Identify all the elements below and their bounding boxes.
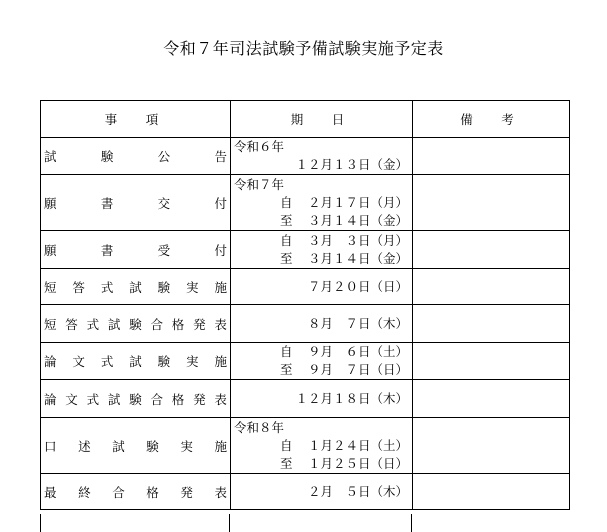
item-char: 格 <box>171 316 185 332</box>
date-text: １２月１８日（木） <box>295 390 408 406</box>
row-notes-cell <box>413 231 570 269</box>
item-char: 試 <box>129 354 142 369</box>
item-char: 験 <box>100 149 114 164</box>
date-text: １月２５日（日） <box>307 455 408 471</box>
range-mark: 至 <box>279 362 293 377</box>
date-line <box>231 315 412 333</box>
item-char: 式 <box>86 391 100 407</box>
date-line <box>231 212 412 230</box>
item-char: 短 <box>44 279 57 295</box>
item-char: 発 <box>180 484 193 500</box>
item-char: 書 <box>100 195 114 211</box>
row-item-label <box>41 147 230 165</box>
item-char: 願 <box>44 195 57 211</box>
item-char: 合 <box>150 391 163 407</box>
row-item-label <box>41 483 230 501</box>
item-char: 試 <box>107 391 121 407</box>
date-line <box>231 343 412 361</box>
row-notes-cell <box>413 138 570 175</box>
row-item-label <box>41 390 230 408</box>
item-char: 最 <box>44 484 57 500</box>
date-text: １月２４日（土） <box>307 437 408 453</box>
item-char: 表 <box>214 391 227 407</box>
item-char: 格 <box>171 391 185 407</box>
row-notes-cell <box>413 418 570 474</box>
item-char: 付 <box>214 195 227 211</box>
range-mark: 自 <box>279 232 293 248</box>
row-item-cell <box>41 418 231 474</box>
item-char: 施 <box>214 354 227 369</box>
table-row <box>41 474 570 510</box>
era-label: 令和８年 <box>234 419 285 435</box>
date-line <box>231 232 412 250</box>
table-row <box>41 380 570 418</box>
row-item-label <box>41 194 230 212</box>
row-date-cell <box>231 138 413 175</box>
date-line <box>231 194 412 212</box>
header-item: 事 項 <box>41 101 231 138</box>
table-row <box>41 175 570 231</box>
table-row <box>41 418 570 474</box>
item-char: 表 <box>214 316 227 332</box>
range-mark: 至 <box>279 455 293 471</box>
date-text: ２月１７日（月） <box>307 194 408 210</box>
date-text: ３月 ３日（月） <box>307 232 408 248</box>
item-char: 合 <box>150 316 163 332</box>
table-continuation-line <box>411 514 412 532</box>
item-char: 合 <box>112 484 125 500</box>
date-text: ３月１４日（金） <box>307 212 408 228</box>
era-label: 令和６年 <box>234 139 285 154</box>
row-notes-cell <box>413 380 570 418</box>
row-item-cell <box>41 343 231 380</box>
row-date-cell <box>231 305 413 343</box>
row-date-cell <box>231 231 413 269</box>
date-text: ３月１４日（金） <box>307 250 408 266</box>
row-item-cell <box>41 380 231 418</box>
date-line <box>231 156 412 174</box>
row-date-cell <box>231 343 413 380</box>
date-text: ９月 ７日（日） <box>307 362 408 377</box>
row-date-cell <box>231 269 413 305</box>
row-item-label <box>41 315 230 333</box>
item-char: 文 <box>65 391 78 407</box>
header-date: 期 日 <box>231 101 413 138</box>
item-char: 短 <box>44 316 57 332</box>
date-text: ２月 ５日（木） <box>307 483 408 499</box>
item-char: 式 <box>100 279 114 295</box>
item-char: 付 <box>214 242 227 258</box>
schedule-table <box>40 100 570 510</box>
item-char: 公 <box>157 149 171 164</box>
row-date-cell <box>231 380 413 418</box>
item-char: 験 <box>157 354 171 369</box>
row-notes-cell <box>413 474 570 510</box>
row-item-label <box>41 241 230 259</box>
row-item-label <box>41 437 230 455</box>
item-char: 実 <box>186 279 199 295</box>
row-notes-cell <box>413 175 570 231</box>
item-char: 施 <box>214 279 227 295</box>
item-char: 実 <box>186 354 199 369</box>
item-char: 答 <box>65 316 78 332</box>
row-notes-cell <box>413 305 570 343</box>
table-row <box>41 231 570 269</box>
item-char: 試 <box>129 279 142 295</box>
row-notes-cell <box>413 269 570 305</box>
item-char: 受 <box>157 242 171 258</box>
item-char: 願 <box>44 242 57 258</box>
range-mark: 自 <box>279 344 293 359</box>
date-text: ８月 ７日（木） <box>307 315 408 331</box>
item-char: 試 <box>112 438 125 454</box>
range-mark: 至 <box>279 250 293 266</box>
date-line <box>231 455 412 473</box>
item-char: 口 <box>44 438 57 454</box>
range-mark: 至 <box>279 212 293 228</box>
item-char: 述 <box>78 438 91 454</box>
table-continuation-line <box>229 514 230 532</box>
row-item-cell <box>41 175 231 231</box>
date-line <box>231 390 412 408</box>
item-char: 験 <box>157 279 171 295</box>
item-char: 発 <box>193 391 206 407</box>
item-char: 答 <box>72 279 85 295</box>
item-char: 書 <box>100 242 114 258</box>
row-date-cell <box>231 474 413 510</box>
date-text: １２月１３日（金） <box>295 157 408 172</box>
date-text: ７月２０日（日） <box>307 278 408 294</box>
date-line <box>231 278 412 296</box>
row-item-cell <box>41 138 231 175</box>
row-item-cell <box>41 231 231 269</box>
table-header-row <box>41 101 570 138</box>
item-char: 告 <box>214 149 227 164</box>
date-line <box>231 250 412 268</box>
page-title: 令和７年司法試験予備試験実施予定表 <box>163 39 444 58</box>
item-char: 験 <box>146 438 159 454</box>
row-item-label <box>41 278 230 296</box>
table-row <box>41 138 570 175</box>
item-char: 論 <box>44 391 57 407</box>
table-row <box>41 305 570 343</box>
item-char: 験 <box>129 316 142 332</box>
date-line <box>231 361 412 379</box>
item-char: 終 <box>78 484 91 500</box>
item-char: 式 <box>86 316 100 332</box>
header-notes: 備 考 <box>413 101 570 138</box>
row-item-cell <box>41 474 231 510</box>
item-char: 試 <box>44 149 57 164</box>
item-char: 論 <box>44 354 57 369</box>
item-char: 発 <box>193 316 206 332</box>
item-char: 実 <box>180 438 193 454</box>
date-line <box>231 437 412 455</box>
date-line <box>231 483 412 501</box>
item-char: 文 <box>72 354 85 369</box>
item-char: 験 <box>129 391 142 407</box>
item-char: 式 <box>100 354 114 369</box>
row-date-cell <box>231 175 413 231</box>
range-mark: 自 <box>279 437 293 453</box>
item-char: 施 <box>214 438 227 454</box>
item-char: 表 <box>214 484 227 500</box>
row-notes-cell <box>413 343 570 380</box>
row-item-cell <box>41 269 231 305</box>
item-char: 交 <box>157 195 171 211</box>
row-date-cell <box>231 418 413 474</box>
table-row <box>41 343 570 380</box>
row-item-label <box>41 352 230 370</box>
item-char: 試 <box>107 316 121 332</box>
table-continuation-line <box>40 514 41 532</box>
date-text: ９月 ６日（土） <box>307 344 408 359</box>
row-item-cell <box>41 305 231 343</box>
range-mark: 自 <box>279 194 293 210</box>
table-row <box>41 269 570 305</box>
era-label: 令和７年 <box>234 176 285 192</box>
item-char: 格 <box>146 484 159 500</box>
